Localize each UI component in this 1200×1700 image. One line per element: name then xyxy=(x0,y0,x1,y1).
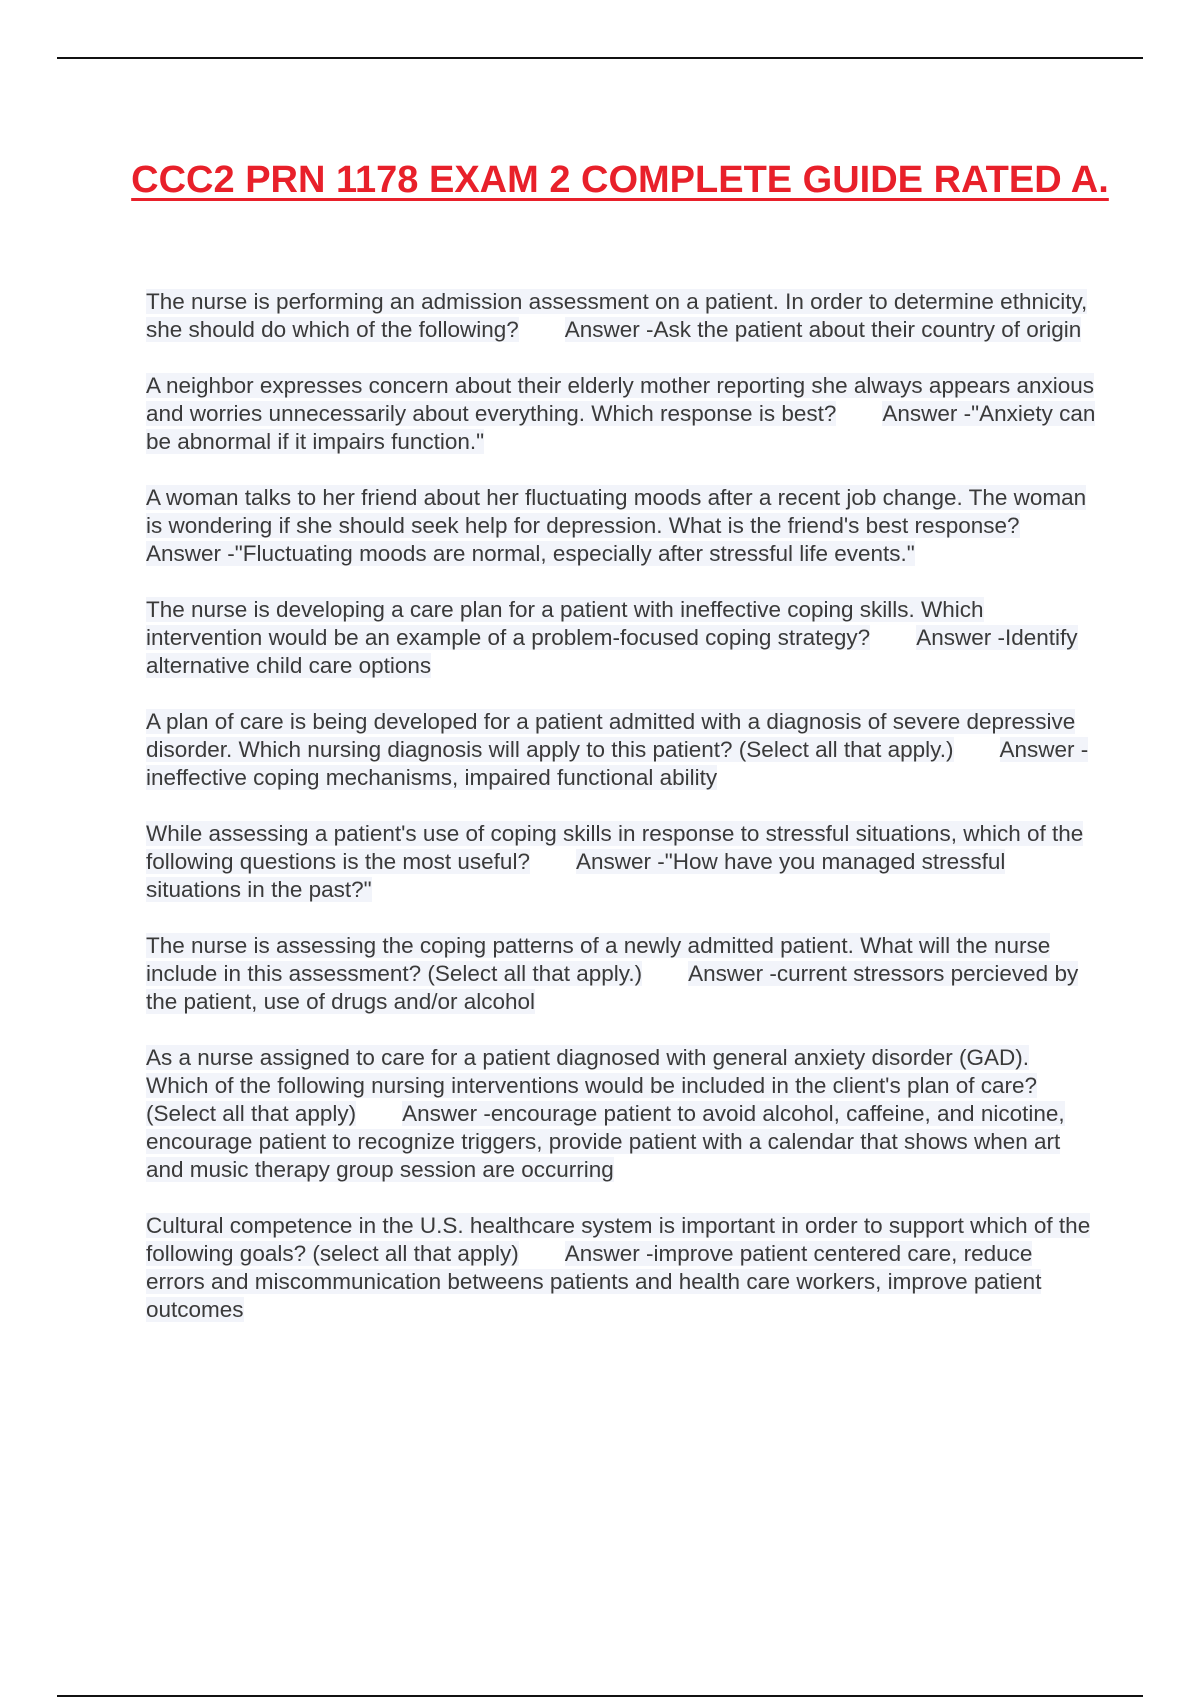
question-text: Cultural competence in the U.S. healthcare system is important in order to support which of the following goals? (select all that apply) xyxy=(146,1213,1091,1266)
qa-item-1 xyxy=(146,288,1096,344)
qa-item-2 xyxy=(146,372,1096,456)
question-text: While assessing a patient's use of coping skills in response to stressful situations, which of the following questions is the most useful? xyxy=(146,821,1084,874)
bottom-rule xyxy=(57,1695,1143,1697)
question-text: The nurse is assessing the coping patterns of a newly admitted patient. What will the nurse include in this assessment? (Select all that apply.) xyxy=(146,933,1051,986)
answer-text: Answer -current stressors percieved by the patient, use of drugs and/or alcohol xyxy=(146,961,1079,1014)
answer-text: Answer -encourage patient to avoid alcohol, caffeine, and nicotine, encourage patient to recognize triggers, provide patient with a calendar that shows when art and music therapy group session are occurring xyxy=(146,1101,1065,1182)
qa-item-6 xyxy=(146,820,1096,904)
answer-text: Answer -"How have you managed stressful situations in the past?" xyxy=(146,849,1006,902)
qa-item-8 xyxy=(146,1044,1096,1184)
answer-text: Answer -"Fluctuating moods are normal, especially after stressful life events." xyxy=(146,541,915,566)
answer-text: Answer -"Anxiety can be abnormal if it impairs function." xyxy=(146,401,1096,454)
answer-text: Answer -Ask the patient about their country of origin xyxy=(564,317,1082,342)
answer-text: Answer -ineffective coping mechanisms, impaired functional ability xyxy=(146,737,1089,790)
document-title: CCC2 PRN 1178 EXAM 2 COMPLETE GUIDE RATED A. xyxy=(131,159,1109,201)
answer-text: Answer -improve patient centered care, reduce errors and miscommunication betweens patients and health care workers, improve patient outcomes xyxy=(146,1241,1042,1322)
qa-item-4 xyxy=(146,596,1096,680)
qa-item-7 xyxy=(146,932,1096,1016)
qa-item-9 xyxy=(146,1212,1096,1324)
question-text: The nurse is performing an admission assessment on a patient. In order to determine ethnicity, she should do which of the following? xyxy=(146,289,1088,342)
answer-text: Answer -Identify alternative child care options xyxy=(146,625,1078,678)
question-text: A neighbor expresses concern about their elderly mother reporting she always appears anxious and worries unnecessarily about everything. Which response is best? xyxy=(146,373,1095,426)
question-text: A plan of care is being developed for a patient admitted with a diagnosis of severe depressive disorder. Which nursing diagnosis will apply to this patient? (Select all that apply.) xyxy=(146,709,1076,762)
qa-item-3 xyxy=(146,484,1096,568)
qa-list xyxy=(146,288,1096,1352)
question-text: The nurse is developing a care plan for a patient with ineffective coping skills. Which intervention would be an example of a problem-focused coping strategy? xyxy=(146,597,984,650)
qa-item-5 xyxy=(146,708,1096,792)
top-rule xyxy=(57,57,1143,59)
question-text: As a nurse assigned to care for a patient diagnosed with general anxiety disorder (GAD). Which of the following nursing interventions would be included in the client's plan of care? (Select all that apply) xyxy=(146,1045,1038,1126)
question-text: A woman talks to her friend about her fluctuating moods after a recent job change. The woman is wondering if she should seek help for depression. What is the friend's best response? xyxy=(146,485,1087,538)
